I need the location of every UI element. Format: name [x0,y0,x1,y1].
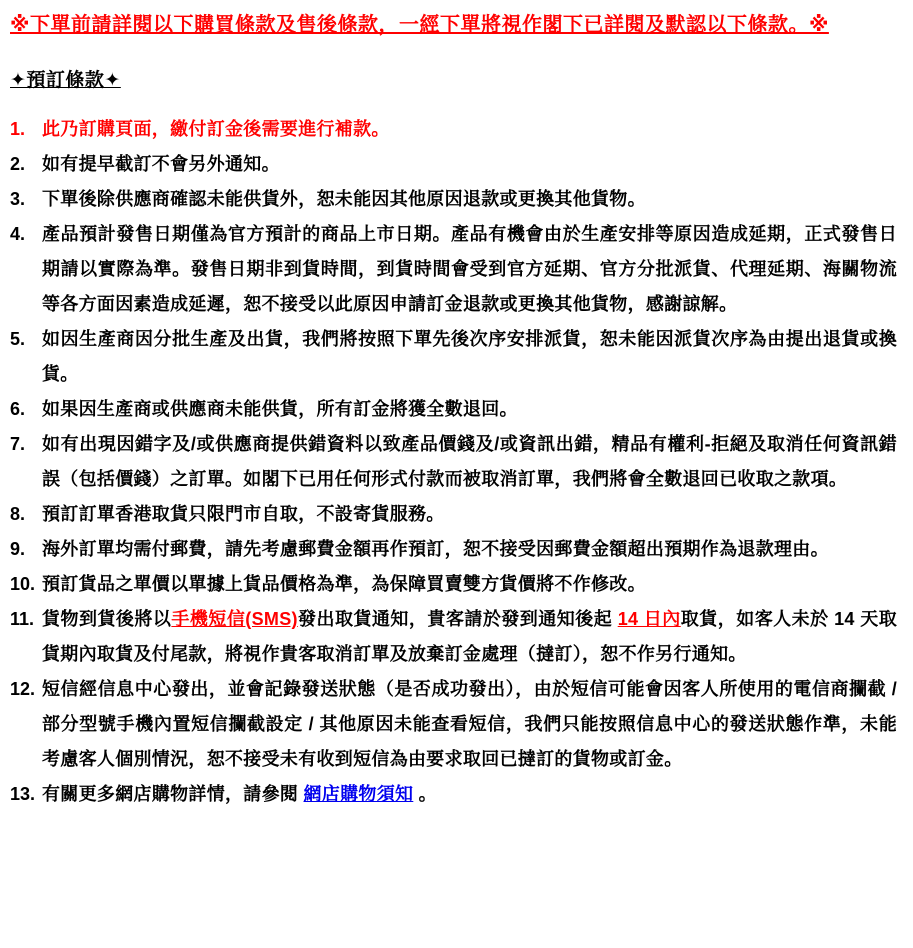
term-number: 8. [10,504,26,524]
sms-notice-highlight: 手機短信(SMS) [171,609,298,629]
term-number: 6. [10,399,26,419]
term-text [42,602,897,672]
term-number: 7. [10,434,26,454]
term-item [10,777,897,812]
term-text-segment: 發出取貨通知，貴客請於發到通知後起 [297,609,618,629]
term-item [10,182,897,217]
term-text-segment: 預訂貨品之單價以單據上貨品價格為準，為保障買賣雙方貨價將不作修改。 [42,574,646,594]
term-number: 5. [10,329,26,349]
term-text [42,427,897,497]
term-text [42,112,897,147]
term-number: 1. [10,119,26,139]
term-text [42,392,897,427]
term-item [10,567,897,602]
term-text-segment: 取貨，如客人未於 14 天取貨期內取貨及付尾款，將視作貴客取消訂單及放棄訂金處理（撻訂），恕不作另行通知。 [42,609,897,664]
term-text [42,182,897,217]
term-item [10,532,897,567]
term-number: 12. [10,679,36,699]
term-item [10,672,897,777]
term-item [10,427,897,497]
term-text-segment: 預訂訂單香港取貨只限門市自取，不設寄貨服務。 [42,504,445,524]
terms-list [10,112,897,812]
term-text [42,217,897,322]
term-text [42,147,897,182]
term-text [42,532,897,567]
term-number: 2. [10,154,26,174]
term-text-segment: 如有提早截訂不會另外通知。 [42,154,280,174]
shop-guide-link[interactable]: 網店購物須知 [303,784,414,804]
term-item [10,112,897,147]
term-text-segment: 有關更多網店購物詳情，請參閱 [42,784,304,804]
term-text [42,497,897,532]
term-number: 3. [10,189,26,209]
term-text-segment: 。 [413,784,437,804]
term-number: 10. [10,574,36,594]
term-text-segment: 海外訂單均需付郵費，請先考慮郵費金額再作預訂，恕不接受因郵費金額超出預期作為退款理由。 [42,539,829,559]
term-text [42,672,897,777]
pickup-deadline-highlight: 14 日內 [617,609,681,629]
term-item [10,322,897,392]
term-text-segment: 此乃訂購頁面，繳付訂金後需要進行補款。 [42,119,390,139]
term-number: 4. [10,224,26,244]
term-number: 13. [10,784,36,804]
page-title: ※下單前請詳閱以下購買條款及售後條款，一經下單將視作閣下已詳閱及默認以下條款。※ [10,14,829,36]
term-item [10,392,897,427]
term-text-segment: 如有出現因錯字及/或供應商提供錯資料以致產品價錢及/或資訊出錯，精品有權利-拒絕及取消任何資訊錯誤（包括價錢）之訂單。如閣下已用任何形式付款而被取消訂單，我們將會全數退回已收取之款項。 [42,434,897,489]
term-item [10,602,897,672]
term-text-segment: 產品預計發售日期僅為官方預計的商品上市日期。產品有機會由於生產安排等原因造成延期，正式發售日期請以實際為準。發售日期非到貨時間，到貨時間會受到官方延期、官方分批派貨、代理延期、海關物流等各方面因素造成延遲，恕不接受以此原因申請訂金退款或更換其他貨物，感謝諒解。 [42,224,897,314]
term-text [42,322,897,392]
term-text [42,567,897,602]
term-number: 9. [10,539,26,559]
section-heading-preorder-terms: ✦預訂條款✦ [10,70,121,91]
term-text-segment: 如果因生產商或供應商未能供貨，所有訂金將獲全數退回。 [42,399,518,419]
term-item [10,497,897,532]
term-text-segment: 如因生產商因分批生產及出貨，我們將按照下單先後次序安排派貨，恕未能因派貨次序為由提出退貨或換貨。 [42,329,897,384]
term-item [10,147,897,182]
term-text [42,777,897,812]
term-text-segment: 貨物到貨後將以 [42,609,172,629]
term-text-segment: 短信經信息中心發出，並會記錄發送狀態（是否成功發出），由於短信可能會因客人所使用的電信商攔截 / 部分型號手機內置短信攔截設定 / 其他原因未能查看短信，我們只能按照信息中心的發送狀態作準，未能考慮客人個別情況，恕不接受未有收到短信為由要求取回已撻訂的貨物或訂金。 [42,679,897,769]
term-text-segment: 下單後除供應商確認未能供貨外，恕未能因其他原因退款或更換其他貨物。 [42,189,646,209]
term-number: 11. [10,609,35,629]
term-item [10,217,897,322]
